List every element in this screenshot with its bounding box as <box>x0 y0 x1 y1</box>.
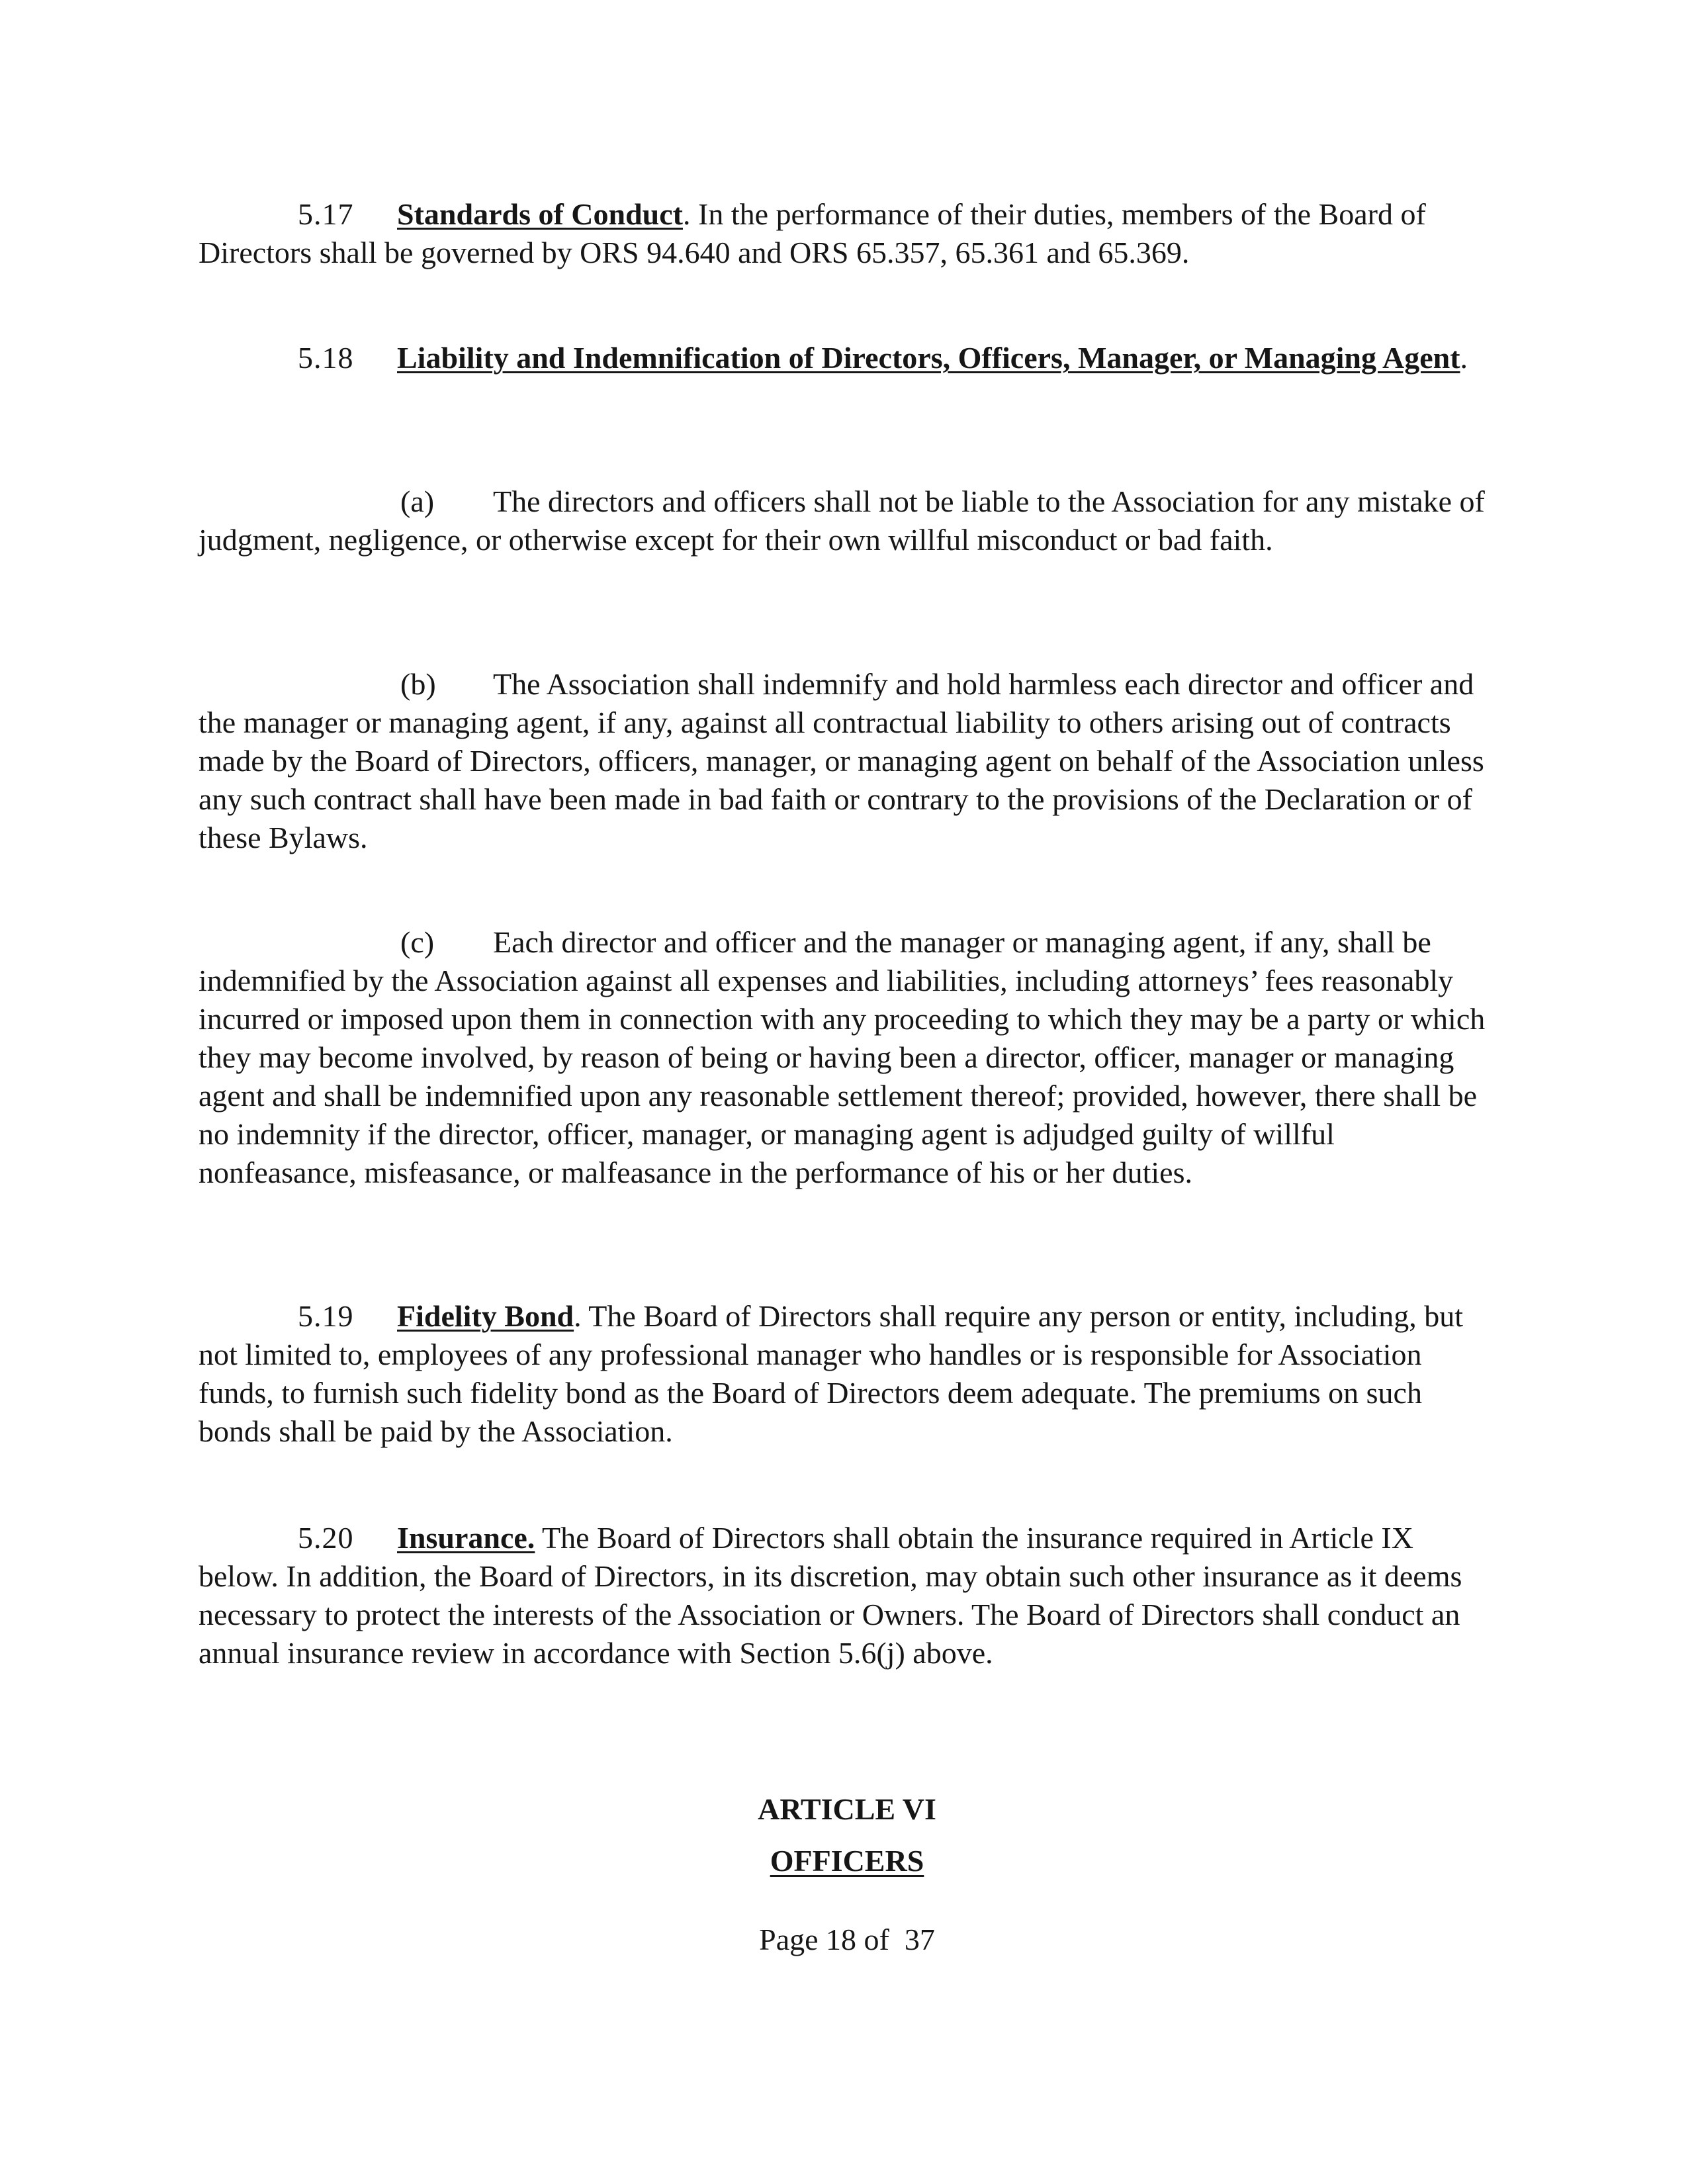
article-name: OFFICERS <box>770 1844 924 1878</box>
section-5-19 <box>199 1297 1495 1451</box>
section-heading: Standards of Conduct <box>397 197 683 231</box>
section-text: . <box>1460 341 1468 375</box>
subsection-text: Each director and officer and the manager or managing agent, if any, shall be indemnified by the Association against all expenses and liabilities, including attorneys’ fees reasonably incurred or imposed upon them in connection with any proceeding to which they may be a party or which they may become involved, by reason of being or having been a director, officer, manager or managing agent and shall be indemnified upon any reasonable settlement thereof; provided, however, there shall be no indemnity if the director, officer, manager, or managing agent is adjudged guilty of willful nonfeasance, misfeasance, or malfeasance in the performance of his or her duties. <box>199 925 1486 1189</box>
subsection-5-18-c <box>199 923 1495 1192</box>
subsection-5-18-b <box>199 665 1495 857</box>
article-title: ARTICLE VI <box>758 1792 936 1826</box>
section-number: 5.17 <box>298 197 354 231</box>
subsection-label: (a) <box>400 484 435 518</box>
section-number: 5.19 <box>298 1299 354 1333</box>
section-text: . In the performance of their duties, members of the Board of Directors shall be governed by ORS 94.640 and ORS 65.357, 65.361 and 65.369. <box>199 197 1426 269</box>
section-text: . The Board of Directors shall require any person or entity, including, but not limited to, employees of any professional manager who handles or is responsible for Association funds, to furnish such fidelity bond as the Board of Directors deem adequate. The premiums on such bonds shall be paid by the Association. <box>199 1299 1463 1448</box>
section-heading: Liability and Indemnification of Directors, Officers, Manager, or Managing Agent <box>397 341 1460 375</box>
section-text: The Board of Directors shall obtain the insurance required in Article IX below. In addition, the Board of Directors, in its discretion, may obtain such other insurance as it deems necessary to protect the interests of the Association or Owners. The Board of Directors shall conduct an annual insurance review in accordance with Section 5.6(j) above. <box>199 1521 1462 1670</box>
page-number: Page 18 of 37 <box>759 1923 935 1956</box>
subsection-5-18-a <box>199 482 1495 559</box>
section-heading: Insurance. <box>397 1521 535 1555</box>
subsection-text: The directors and officers shall not be liable to the Association for any mistake of judgment, negligence, or otherwise except for their own willful misconduct or bad faith. <box>199 484 1485 557</box>
section-number: 5.18 <box>298 341 354 375</box>
section-5-20 <box>199 1519 1495 1672</box>
section-heading: Fidelity Bond <box>397 1299 574 1333</box>
section-number: 5.20 <box>298 1521 354 1555</box>
subsection-text: The Association shall indemnify and hold harmless each director and officer and the manager or managing agent, if any, against all contractual liability to others arising out of contracts made by the Board of Directors, officers, manager, or managing agent on behalf of the Association unless any such contract shall have been made in bad faith or contrary to the provisions of the Declaration or of these Bylaws. <box>199 667 1484 854</box>
subsection-label: (c) <box>400 925 435 959</box>
subsection-label: (b) <box>400 667 436 701</box>
section-5-17 <box>199 195 1495 272</box>
section-5-18 <box>199 339 1495 377</box>
